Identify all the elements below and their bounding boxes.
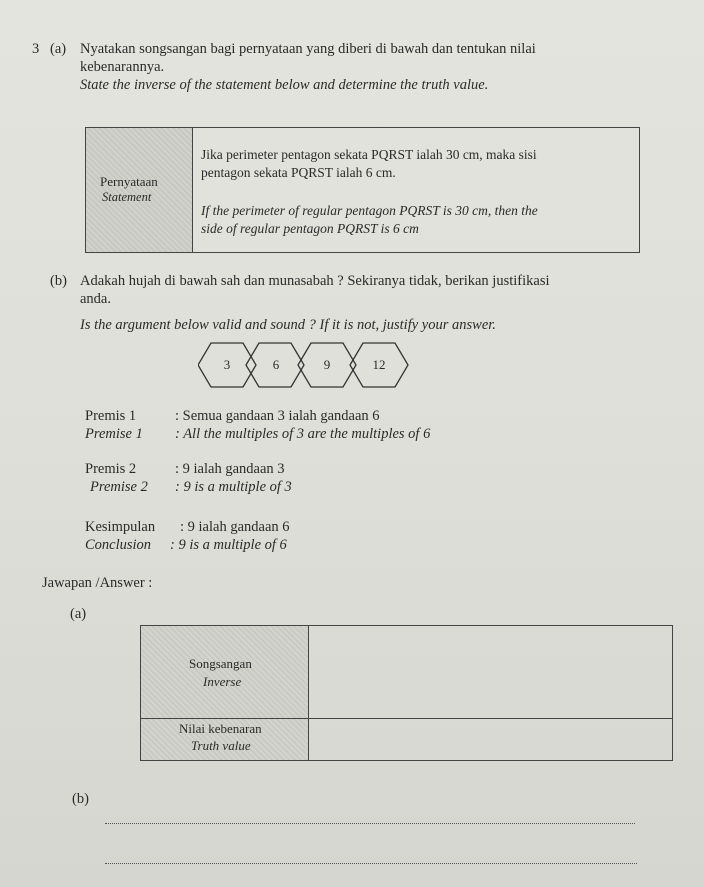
answer-part-a-label: (a) [70, 606, 87, 622]
truth-value-header-cell [141, 719, 309, 760]
answer-line-1[interactable] [105, 823, 635, 824]
inverse-label-english: Inverse [203, 674, 242, 689]
truth-value-label-malay: Nilai kebenaran [179, 721, 262, 736]
premise1-english: : All the multiples of 3 are the multiples of 6 [175, 426, 431, 442]
inverse-header-cell [141, 626, 309, 719]
part-a-malay-line2: kebenarannya. [80, 59, 165, 75]
part-a-english: State the inverse of the statement below and determine the truth value. [80, 77, 489, 93]
statement-label-malay: Pernyataan [100, 174, 158, 189]
statement-table [85, 127, 640, 253]
question-number: 3 [32, 41, 40, 57]
hexagon-4-label: 12 [372, 357, 386, 372]
statement-label-english: Statement [102, 190, 152, 204]
part-b-malay-line1: Adakah hujah di bawah sah dan munasabah ? Sekiranya tidak, berikan justifikasi [80, 273, 550, 289]
premise1-label-english: Premise 1 [85, 426, 143, 442]
answer-table [140, 625, 673, 761]
statement-english-line1: If the perimeter of regular pentagon PQRST is 30 cm, then the [201, 203, 538, 218]
conclusion-label-english: Conclusion [85, 537, 152, 553]
hexagon-1-label: 3 [223, 357, 231, 372]
answer-part-b-label: (b) [72, 791, 89, 807]
hexagon-2-label: 6 [272, 357, 280, 372]
statement-malay-line1: Jika perimeter pentagon sekata PQRST ialah 30 cm, maka sisi [201, 147, 537, 162]
conclusion-label-malay: Kesimpulan [85, 519, 156, 535]
statement-malay-line2: pentagon sekata PQRST ialah 6 cm. [201, 165, 396, 180]
premise1-malay: : Semua gandaan 3 ialah gandaan 6 [175, 408, 380, 424]
hexagon-sequence [198, 340, 418, 390]
conclusion-malay: : 9 ialah gandaan 6 [180, 519, 290, 535]
answer-line-2[interactable] [105, 863, 637, 864]
inverse-label-malay: Songsangan [189, 656, 252, 671]
premise2-malay: : 9 ialah gandaan 3 [175, 461, 285, 477]
part-a-label: (a) [50, 41, 67, 57]
inverse-answer-field[interactable] [311, 626, 672, 717]
answer-row-divider [309, 718, 672, 719]
answer-heading: Jawapan /Answer : [42, 575, 153, 591]
statement-label-cell [86, 128, 193, 252]
premise2-label-malay: Premis 2 [85, 461, 137, 477]
premise2-english: : 9 is a multiple of 3 [175, 479, 292, 495]
hexagon-3-label: 9 [323, 357, 331, 372]
premise2-label-english: Premise 2 [90, 479, 148, 495]
conclusion-english: : 9 is a multiple of 6 [170, 537, 287, 553]
part-b-english: Is the argument below valid and sound ? If it is not, justify your answer. [80, 317, 496, 333]
part-b-label: (b) [50, 273, 67, 289]
part-b-malay-line2: anda. [80, 291, 111, 307]
premise1-label-malay: Premis 1 [85, 408, 137, 424]
truth-value-answer-field[interactable] [311, 720, 672, 760]
statement-english-line2: side of regular pentagon PQRST is 6 cm [201, 221, 419, 236]
truth-value-label-english: Truth value [191, 738, 251, 753]
part-a-malay-line1: Nyatakan songsangan bagi pernyataan yang diberi di bawah dan tentukan nilai [80, 41, 536, 57]
